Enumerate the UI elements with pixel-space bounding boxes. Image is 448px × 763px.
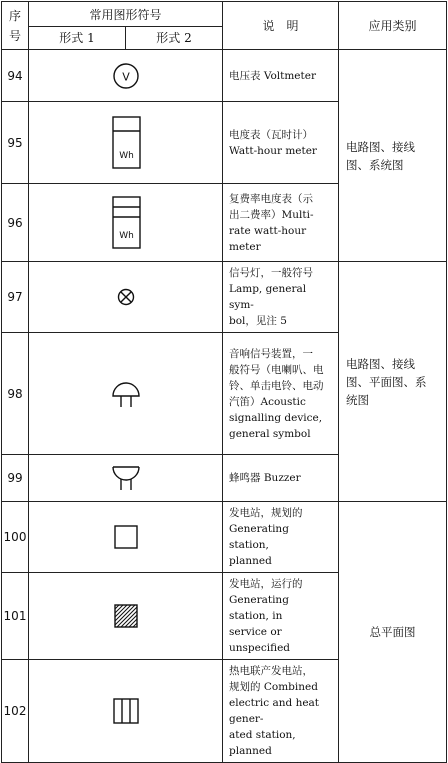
symbol-cell	[29, 262, 223, 333]
lamp-icon	[111, 282, 141, 312]
category-group-3: 总平面图	[339, 502, 447, 763]
symbol-cell	[29, 102, 223, 184]
category-group-2: 电路图、接线 图、平面图、系 统图	[339, 262, 447, 502]
multi-rate-meter-icon	[106, 193, 146, 253]
header-seq: 序 号	[2, 2, 29, 50]
description-cell: 复费率电度表（示 出二费率）Multi- rate watt-hour meter	[223, 184, 339, 262]
description-cell: 音响信号装置，一 般符号（电喇叭、电 铃、单击电铃、电动 汽笛）Acoustic signalling device, general symbol	[223, 333, 339, 455]
header-description: 说 明	[223, 2, 339, 50]
chp-station-icon	[108, 693, 144, 729]
table-row	[2, 502, 447, 573]
description-cell: 发电站，规划的 Generating station, planned	[223, 502, 339, 573]
description-cell: 热电联产发电站， 规划的 Combined electric and heat gener- ated station, planned	[223, 660, 339, 763]
watt-hour-meter-icon	[106, 113, 146, 173]
row-number: 94	[2, 50, 29, 102]
buzzer-icon	[106, 461, 146, 495]
symbol-cell	[29, 455, 223, 502]
symbol-cell	[29, 333, 223, 455]
symbol-cell	[29, 50, 223, 102]
row-number: 102	[2, 660, 29, 763]
svg-text:V: V	[121, 70, 130, 83]
description-cell: 发电站，运行的 Generating station, in service or unspecified	[223, 573, 339, 660]
row-number: 95	[2, 102, 29, 184]
svg-text:Wh: Wh	[118, 230, 134, 241]
symbol-table	[1, 1, 447, 763]
header-category: 应用类别	[339, 2, 447, 50]
svg-text:Wh: Wh	[118, 150, 134, 161]
category-group-1: 电路图、接线 图、系统图	[339, 50, 447, 262]
description-cell: 蜂鸣器 Buzzer	[223, 455, 339, 502]
acoustic-device-icon	[106, 376, 146, 412]
symbol-cell	[29, 502, 223, 573]
row-number: 101	[2, 573, 29, 660]
description-cell: 电度表（瓦时计） Watt-hour meter	[223, 102, 339, 184]
row-number: 98	[2, 333, 29, 455]
symbol-cell	[29, 184, 223, 262]
description-cell: 电压表 Voltmeter	[223, 50, 339, 102]
row-number: 96	[2, 184, 29, 262]
generating-station-planned-icon	[110, 521, 142, 553]
header-symbol-group: 常用图形符号	[29, 2, 223, 27]
row-number: 100	[2, 502, 29, 573]
symbol-cell	[29, 573, 223, 660]
table-row	[2, 262, 447, 333]
header-form2: 形式 2	[156, 31, 192, 45]
row-number: 99	[2, 455, 29, 502]
header-forms	[29, 27, 223, 50]
description-cell: 信号灯，一般符号 Lamp, general sym- bol，见注 5	[223, 262, 339, 333]
table-row	[2, 50, 447, 102]
row-number: 97	[2, 262, 29, 333]
header-form1: 形式 1	[29, 27, 126, 49]
symbol-cell	[29, 660, 223, 763]
voltmeter-icon	[106, 56, 146, 96]
generating-station-operating-icon	[110, 600, 142, 632]
